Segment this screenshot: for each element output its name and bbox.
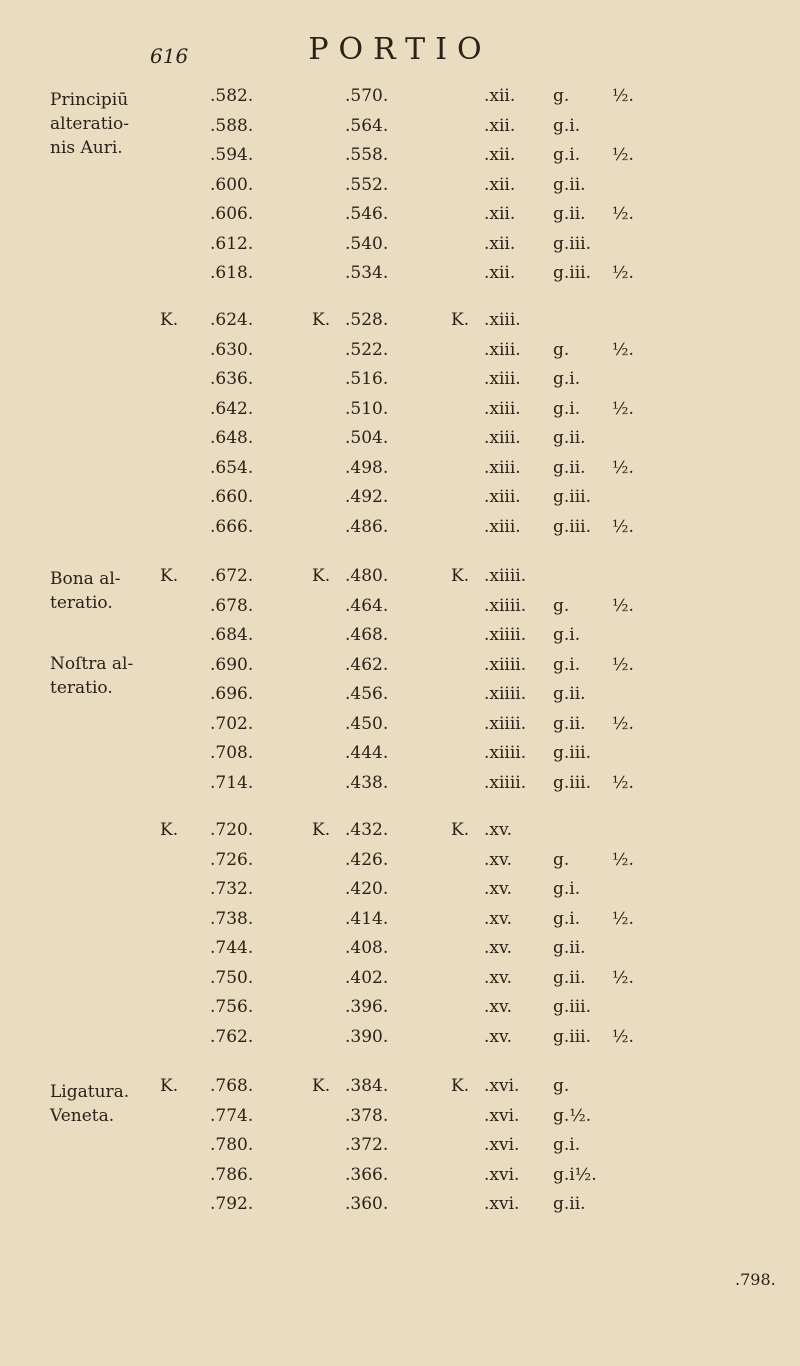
cell-c3: .xvi. <box>484 1076 520 1096</box>
cell-c1: .708. <box>210 743 254 763</box>
cell-c1: .732. <box>210 879 254 899</box>
cell-c3: .xiiii. <box>484 772 527 793</box>
page-title: PORTIO <box>308 32 492 67</box>
table-row <box>0 1076 800 1106</box>
cell-c1: .582. <box>210 86 254 106</box>
cell-k0: K. <box>160 820 179 840</box>
cell-k1: K. <box>312 1076 331 1096</box>
cell-c3: .xiiii. <box>484 654 527 675</box>
cell-c3: .xii. <box>484 174 516 195</box>
cell-c2: .426. <box>345 849 389 870</box>
cell-c1: .648. <box>210 428 254 448</box>
cell-c1: .762. <box>210 1026 254 1047</box>
cell-c1: .702. <box>210 713 254 734</box>
cell-c4: g.ii. <box>553 428 586 448</box>
cell-c2: .528. <box>345 310 389 330</box>
cell-c1: .654. <box>210 457 254 478</box>
cell-c3: .xiii. <box>484 516 521 537</box>
table-group <box>0 310 800 546</box>
table-row <box>0 340 800 370</box>
cell-c4: g.iii. <box>553 516 592 537</box>
cell-c1: .696. <box>210 684 254 704</box>
table-row <box>0 909 800 939</box>
cell-c1: .744. <box>210 938 254 958</box>
cell-c4: g.ii. <box>553 967 586 988</box>
table-row <box>0 175 800 205</box>
cell-c3: .xvi. <box>484 1135 520 1155</box>
cell-c4: g.i. <box>553 115 581 136</box>
cell-c2: .438. <box>345 772 389 793</box>
cell-c3: .xii. <box>484 86 516 106</box>
cell-c2: .498. <box>345 457 389 478</box>
cell-c4: g.iii. <box>553 772 592 793</box>
cell-c3: .xv. <box>484 849 512 870</box>
cell-c2: .402. <box>345 967 389 988</box>
cell-c1: .738. <box>210 908 254 929</box>
cell-c4: g. <box>553 86 570 106</box>
cell-k2: K. <box>451 1076 470 1096</box>
cell-c5: ½. <box>612 398 634 419</box>
table-row <box>0 116 800 146</box>
cell-c4: g.iii. <box>553 1026 592 1047</box>
cell-c1: .594. <box>210 145 254 165</box>
cell-c2: .468. <box>345 625 389 645</box>
cell-c2: .480. <box>345 566 389 586</box>
table-group <box>0 566 800 802</box>
cell-c5: ½. <box>612 772 634 793</box>
cell-c1: .618. <box>210 263 254 283</box>
cell-k2: K. <box>451 820 470 840</box>
cell-c2: .504. <box>345 428 389 448</box>
cell-c3: .xv. <box>484 938 512 958</box>
cell-c3: .xiiii. <box>484 713 527 734</box>
cell-c2: .486. <box>345 516 389 537</box>
table-row <box>0 743 800 773</box>
cell-c1: .690. <box>210 654 254 675</box>
cell-c5: ½. <box>612 595 634 616</box>
page-number: 616 <box>150 44 189 68</box>
cell-c2: .432. <box>345 820 389 840</box>
cell-c4: g.ii. <box>553 1194 586 1214</box>
cell-c1: .774. <box>210 1105 254 1126</box>
cell-c3: .xv. <box>484 1026 512 1047</box>
cell-c2: .390. <box>345 1026 389 1047</box>
cell-c3: .xiii. <box>484 428 521 448</box>
cell-c1: .684. <box>210 625 254 645</box>
cell-c3: .xiii. <box>484 398 521 419</box>
side-note: Ligatura. Veneta. <box>50 1082 130 1126</box>
cell-c5: ½. <box>612 1026 634 1047</box>
cell-c1: .768. <box>210 1076 254 1096</box>
cell-c2: .378. <box>345 1105 389 1126</box>
cell-c4: g. <box>553 1076 570 1096</box>
cell-c2: .462. <box>345 654 389 675</box>
cell-c3: .xiiii. <box>484 684 527 704</box>
table-row <box>0 968 800 998</box>
cell-c2: .420. <box>345 879 389 899</box>
cell-c4: g.iii. <box>553 997 592 1017</box>
cell-c3: .xiii. <box>484 339 521 360</box>
cell-c2: .564. <box>345 115 389 136</box>
side-note: Principiū alteratio- nis Auri. <box>50 90 129 158</box>
cell-c3: .xv. <box>484 967 512 988</box>
cell-c5: ½. <box>612 457 634 478</box>
table-row <box>0 655 800 685</box>
cell-c2: .510. <box>345 398 389 419</box>
side-note: Bona al- teratio. <box>50 569 121 613</box>
cell-c5: ½. <box>612 204 634 224</box>
table-row <box>0 399 800 429</box>
cell-c3: .xii. <box>484 115 516 136</box>
cell-c1: .600. <box>210 174 254 195</box>
table-row <box>0 263 800 293</box>
cell-c4: g.i. <box>553 879 581 899</box>
cell-c1: .636. <box>210 369 254 389</box>
cell-c1: .612. <box>210 233 254 254</box>
cell-k1: K. <box>312 820 331 840</box>
cell-c3: .xiii. <box>484 457 521 478</box>
cell-c2: .558. <box>345 145 389 165</box>
table-row <box>0 517 800 547</box>
table-row <box>0 684 800 714</box>
table-row <box>0 820 800 850</box>
cell-k1: K. <box>312 566 331 586</box>
cell-c2: .464. <box>345 595 389 616</box>
table-group <box>0 820 800 1056</box>
cell-c3: .xiiii. <box>484 743 527 763</box>
cell-c1: .588. <box>210 115 254 136</box>
cell-c1: .756. <box>210 997 254 1017</box>
cell-c2: .408. <box>345 938 389 958</box>
cell-c1: .792. <box>210 1194 254 1214</box>
cell-c2: .570. <box>345 86 389 106</box>
table-row <box>0 938 800 968</box>
table-row <box>0 86 800 116</box>
cell-c2: .372. <box>345 1135 389 1155</box>
cell-c1: .672. <box>210 566 254 586</box>
table-row <box>0 1135 800 1165</box>
cell-c5: ½. <box>612 516 634 537</box>
cell-c4: g.i. <box>553 145 581 165</box>
cell-c1: .780. <box>210 1135 254 1155</box>
cell-c4: g. <box>553 849 570 870</box>
cell-c1: .666. <box>210 516 254 537</box>
cell-c4: g.½. <box>553 1105 592 1126</box>
cell-c2: .396. <box>345 997 389 1017</box>
cell-c4: g.ii. <box>553 684 586 704</box>
cell-c4: g.i. <box>553 398 581 419</box>
cell-c3: .xii. <box>484 204 516 224</box>
cell-c1: .606. <box>210 204 254 224</box>
cell-c3: .xv. <box>484 908 512 929</box>
cell-c3: .xv. <box>484 820 512 840</box>
cell-c3: .xiiii. <box>484 595 527 616</box>
table-group <box>0 86 800 293</box>
cell-c2: .516. <box>345 369 389 389</box>
table-row <box>0 310 800 340</box>
cell-c5: ½. <box>612 263 634 283</box>
cell-k2: K. <box>451 566 470 586</box>
cell-c4: g.ii. <box>553 457 586 478</box>
table-row <box>0 850 800 880</box>
cell-c5: ½. <box>612 339 634 360</box>
cell-c4: g.i. <box>553 654 581 675</box>
cell-c4: g.ii. <box>553 204 586 224</box>
cell-c4: g.ii. <box>553 938 586 958</box>
table-row <box>0 1106 800 1136</box>
cell-c5: ½. <box>612 145 634 165</box>
cell-c5: ½. <box>612 86 634 106</box>
cell-c1: .750. <box>210 967 254 988</box>
cell-c3: .xii. <box>484 233 516 254</box>
cell-c3: .xiii. <box>484 310 521 330</box>
cell-c4: g. <box>553 339 570 360</box>
cell-c1: .678. <box>210 595 254 616</box>
cell-c3: .xiiii. <box>484 625 527 645</box>
cell-c5: ½. <box>612 654 634 675</box>
cell-c1: .630. <box>210 339 254 360</box>
cell-c2: .522. <box>345 339 389 360</box>
cell-c2: .546. <box>345 204 389 224</box>
cell-c4: g. <box>553 595 570 616</box>
cell-c2: .384. <box>345 1076 389 1096</box>
table-row <box>0 369 800 399</box>
cell-c3: .xvi. <box>484 1164 520 1185</box>
cell-c2: .456. <box>345 684 389 704</box>
cell-k2: K. <box>451 310 470 330</box>
table-row <box>0 596 800 626</box>
cell-k0: K. <box>160 1076 179 1096</box>
table-row <box>0 625 800 655</box>
cell-c1: .726. <box>210 849 254 870</box>
table-row <box>0 997 800 1027</box>
cell-c4: g.i. <box>553 625 581 645</box>
cell-c4: g.iii. <box>553 487 592 507</box>
cell-c3: .xvi. <box>484 1194 520 1214</box>
cell-c2: .450. <box>345 713 389 734</box>
cell-c3: .xvi. <box>484 1105 520 1126</box>
catchword: .798. <box>735 1270 776 1289</box>
table-row <box>0 1165 800 1195</box>
cell-c4: g.i. <box>553 908 581 929</box>
table-row <box>0 234 800 264</box>
cell-c2: .444. <box>345 743 389 763</box>
cell-c1: .714. <box>210 772 254 793</box>
table-row <box>0 428 800 458</box>
table-row <box>0 1027 800 1057</box>
table-row <box>0 145 800 175</box>
cell-k0: K. <box>160 310 179 330</box>
cell-c1: .786. <box>210 1164 254 1185</box>
table-row <box>0 566 800 596</box>
table-group <box>0 1076 800 1224</box>
table-row <box>0 458 800 488</box>
cell-c2: .540. <box>345 233 389 254</box>
cell-c2: .360. <box>345 1194 389 1214</box>
cell-c1: .660. <box>210 487 254 507</box>
cell-c4: g.i. <box>553 1135 581 1155</box>
cell-c4: g.ii. <box>553 174 586 195</box>
cell-c4: g.iii. <box>553 743 592 763</box>
cell-c4: g.iii. <box>553 233 592 254</box>
cell-c4: g.i. <box>553 369 581 389</box>
table-row <box>0 879 800 909</box>
table-row <box>0 773 800 803</box>
cell-c4: g.ii. <box>553 713 586 734</box>
cell-c3: .xiii. <box>484 487 521 507</box>
cell-c3: .xiii. <box>484 369 521 389</box>
table-row <box>0 714 800 744</box>
cell-k0: K. <box>160 566 179 586</box>
cell-c2: .492. <box>345 487 389 507</box>
cell-c2: .414. <box>345 908 389 929</box>
cell-c2: .552. <box>345 174 389 195</box>
cell-c1: .720. <box>210 820 254 840</box>
cell-c1: .642. <box>210 398 254 419</box>
cell-c3: .xv. <box>484 997 512 1017</box>
cell-c5: ½. <box>612 849 634 870</box>
side-note: Noſtra al- teratio. <box>50 654 134 698</box>
table-row <box>0 204 800 234</box>
cell-c4: g.i½. <box>553 1164 597 1185</box>
cell-c3: .xii. <box>484 145 516 165</box>
cell-c3: .xv. <box>484 879 512 899</box>
table-row <box>0 487 800 517</box>
table-row <box>0 1194 800 1224</box>
cell-c3: .xiiii. <box>484 566 527 586</box>
cell-k1: K. <box>312 310 331 330</box>
cell-c5: ½. <box>612 908 634 929</box>
cell-c5: ½. <box>612 967 634 988</box>
cell-c5: ½. <box>612 713 634 734</box>
cell-c1: .624. <box>210 310 254 330</box>
cell-c2: .366. <box>345 1164 389 1185</box>
cell-c4: g.iii. <box>553 263 592 283</box>
cell-c2: .534. <box>345 263 389 283</box>
cell-c3: .xii. <box>484 263 516 283</box>
